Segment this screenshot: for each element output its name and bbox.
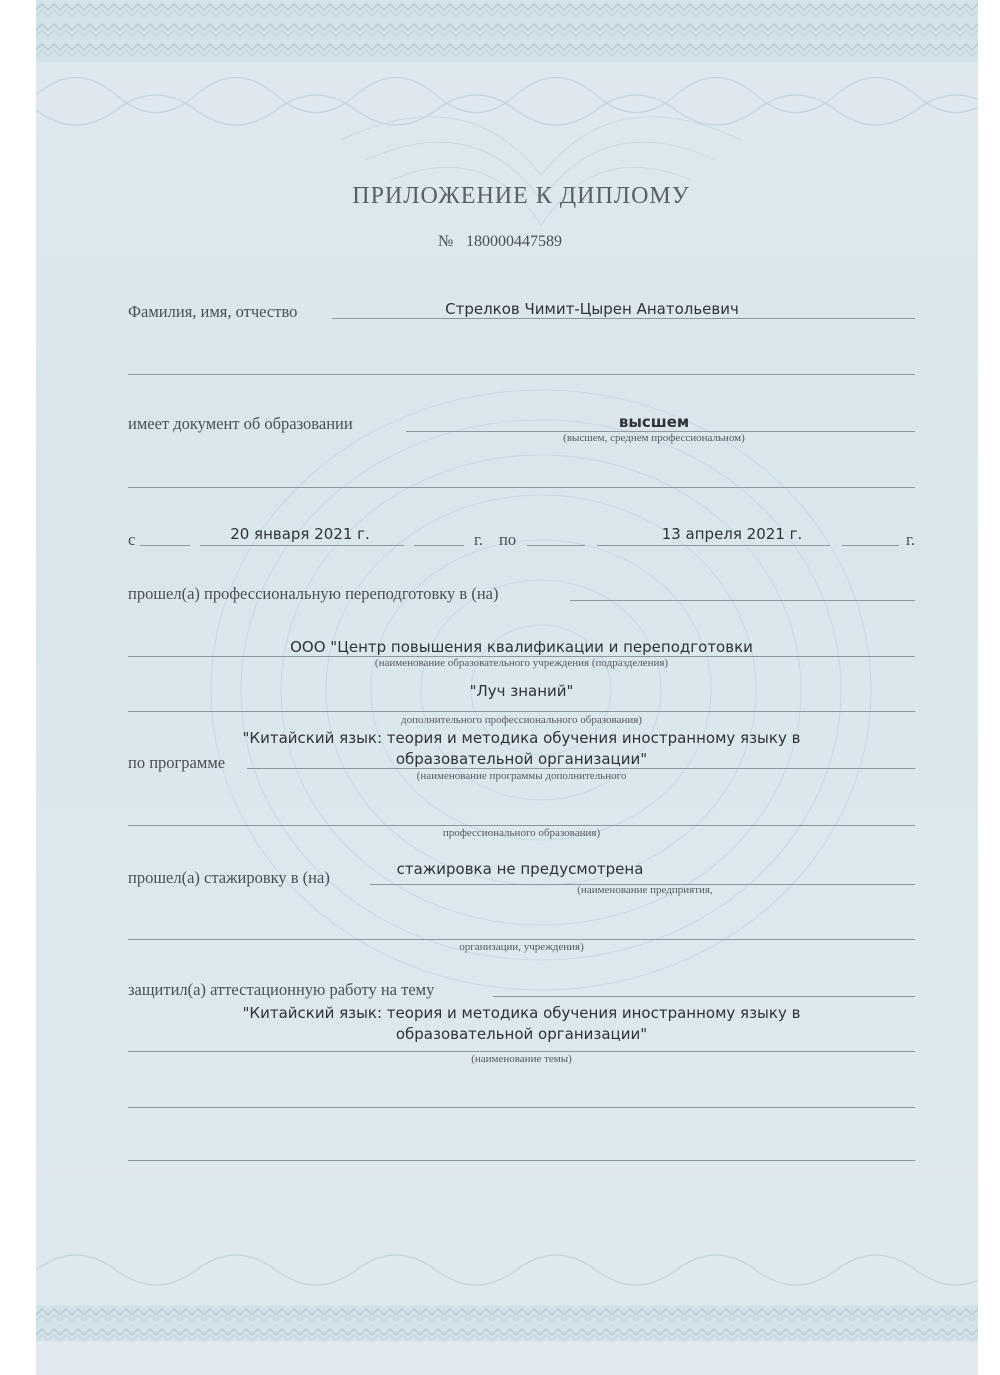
year-suffix: г. [474, 530, 484, 549]
education-level: высшем [618, 413, 690, 431]
blank-line [128, 374, 915, 375]
thesis-underline [128, 1051, 915, 1052]
program-name-line1: "Китайский язык: теория и методика обучения иностранному языку в [242, 729, 801, 747]
period-underline [597, 545, 830, 546]
thesis-topic-line1: "Китайский язык: теория и методика обучения иностранному языку в [242, 1004, 801, 1022]
name-underline [332, 318, 915, 319]
period-underline [842, 545, 899, 546]
internship-value: стажировка не предусмотрена [396, 860, 644, 878]
top-border-band [36, 0, 978, 62]
name-label: Фамилия, имя, отчество [128, 302, 298, 321]
internship-label: прошел(а) стажировку в (на) [128, 868, 330, 887]
internship-caption: (наименование предприятия, [577, 884, 713, 896]
org-underline [128, 711, 915, 712]
thesis-underline [493, 996, 915, 997]
document-number: 180000447589 [466, 233, 562, 250]
period-underline [414, 545, 464, 546]
organization-caption: (наименование образовательного учреждения (подразделения) [374, 657, 669, 669]
document-title: ПРИЛОЖЕНИЕ К ДИПЛОМУ [352, 183, 690, 209]
period-underline [140, 545, 190, 546]
retraining-underline [570, 600, 915, 601]
program-underline [247, 768, 915, 769]
full-name: Стрелков Чимит-Цырен Анатольевич [445, 300, 739, 318]
blank-line [128, 825, 915, 826]
organization-name-line1: ООО "Центр повышения квалификации и переподготовки [290, 638, 753, 656]
retraining-label: прошел(а) профессиональную переподготовку в (на) [128, 584, 499, 603]
organization-name-line2: "Луч знаний" [469, 682, 574, 700]
period-underline [200, 545, 404, 546]
organization-caption: дополнительного профессионального образования) [401, 714, 642, 726]
education-label: имеет документ об образовании [128, 414, 353, 433]
year-suffix: г. [906, 530, 916, 549]
period-underline [527, 545, 585, 546]
period-to-date: 13 апреля 2021 г. [661, 525, 803, 543]
program-caption: (наименование программы дополнительного [416, 770, 627, 782]
thesis-label: защитил(а) аттестационную работу на тему [128, 980, 435, 999]
thesis-topic-line2: образовательной организации" [395, 1025, 648, 1043]
program-name-line2: образовательной организации" [395, 750, 648, 768]
period-from-date: 20 января 2021 г. [230, 525, 370, 543]
blank-line [128, 1107, 915, 1108]
education-caption: (высшем, среднем профессиональном) [563, 432, 745, 444]
blank-line [128, 939, 915, 940]
thesis-caption: (наименование темы) [471, 1053, 572, 1065]
internship-caption: организации, учреждения) [459, 941, 584, 953]
number-sign: № [438, 233, 454, 250]
bottom-border-band [36, 1305, 978, 1341]
period-from-label: с [128, 530, 136, 549]
program-caption: профессионального образования) [442, 827, 601, 839]
program-label: по программе [128, 753, 226, 772]
period-to-label: по [499, 530, 517, 549]
blank-line [128, 1160, 915, 1161]
blank-line [128, 487, 915, 488]
